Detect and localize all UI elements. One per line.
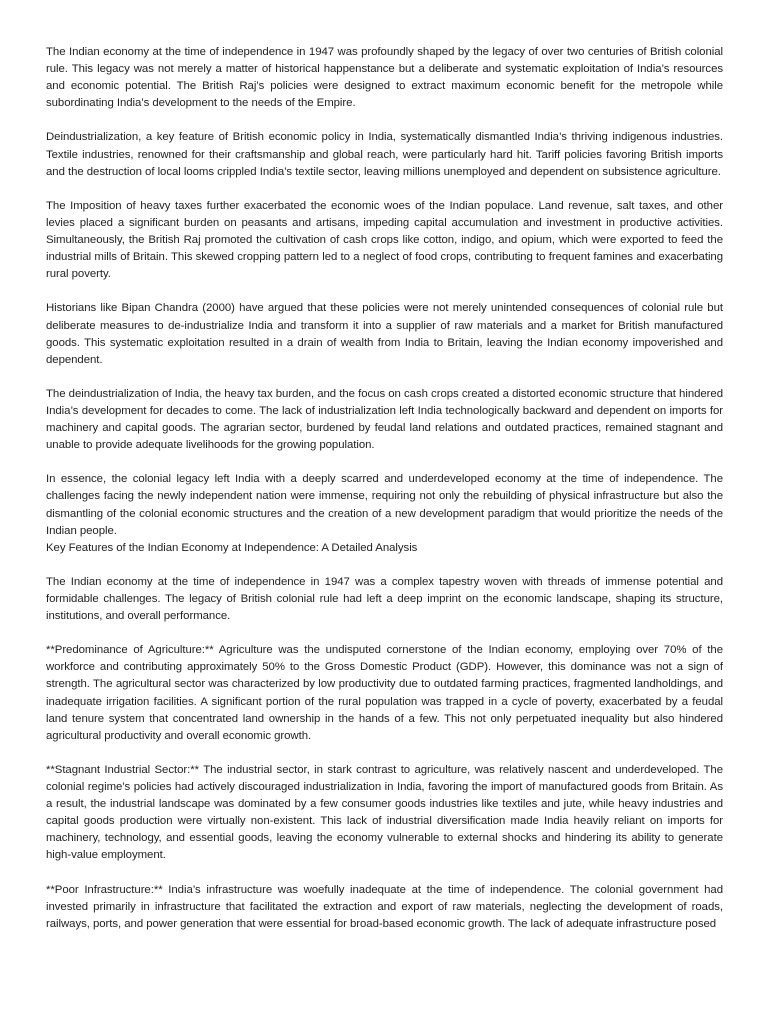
paragraph-colonial-legacy: The Indian economy at the time of independence in 1947 was profoundly shaped by the legacy of over two centuries of British colonial rule. This legacy was not merely a matter of historical happenstance but a deliberate and systematic exploitation of India’s resources and economic potential. The British Raj’s policies were designed to extract maximum economic benefit for the metropole while subordinating India’s development to the needs of the Empire. — [46, 46, 723, 110]
section-heading: Key Features of the Indian Economy at Independence: A Detailed Analysis — [46, 541, 418, 554]
paragraph-infrastructure: **Poor Infrastructure:** India’s infrastructure was woefully inadequate at the time of independence. The colonial government had invested primarily in infrastructure that facilitated the extraction and export of raw materials, neglecting the development of roads, railways, ports, and power generation that were essential for broad-based economic growth. The lack of adequate infrastructure posed — [46, 883, 723, 930]
paragraph-distorted-structure: The deindustrialization of India, the heavy tax burden, and the focus on cash crops created a distorted economic structure that hindered India’s development for decades to come. The lack of industrialization left India technologically backward and dependent on imports for machinery and capital goods. The agrarian sector, burdened by feudal land relations and outdated practices, remained stagnant and unable to provide adequate livelihoods for the growing population. — [46, 387, 723, 452]
paragraph-complex-tapestry: The Indian economy at the time of independence in 1947 was a complex tapestry woven with threads of immense potential and formidable challenges. The legacy of British colonial rule had left a deep imprint on the economic landscape, shaping its structure, institutions, and overall performance. — [46, 575, 723, 623]
paragraph-industrial-sector: **Stagnant Industrial Sector:** The industrial sector, in stark contrast to agriculture, was relatively nascent and underdeveloped. The colonial regime’s policies had actively discouraged industrialization in India, favoring the import of manufactured goods from Britain. As a result, the industrial landscape was dominated by a few consumer goods industries like textiles and jute, while heavy industries and capital goods production were virtually non-existent. This lack of industrial diversification made India heavily reliant on imports for machinery, technology, and essential goods, leaving the economy vulnerable to external shocks and hindering its ability to generate high-value employment. — [46, 763, 723, 862]
document-page — [46, 44, 723, 950]
paragraph-in-essence: In essence, the colonial legacy left India with a deeply scarred and underdeveloped economy at the time of independence. The challenges facing the newly independent nation were immense, requiring not only the rebuilding of physical infrastructure but also the dismantling of the colonial economic structures and the creation of a new development paradigm that would prioritize the needs of the Indian people. — [46, 473, 723, 537]
paragraph-agriculture: **Predominance of Agriculture:** Agriculture was the undisputed cornerstone of the Indian economy, employing over 70% of the workforce and contributing approximately 50% to the Gross Domestic Product (GDP). However, this dominance was not a sign of strength. The agricultural sector was characterized by low productivity due to outdated farming practices, fragmented landholdings, and inadequate irrigation facilities. A significant portion of the rural population was trapped in a cycle of poverty, exacerbated by a feudal land tenure system that concentrated land ownership in the hands of a few. This not only perpetuated inequality but also hindered agricultural productivity and overall economic growth. — [46, 644, 723, 742]
paragraph-heavy-taxes: The Imposition of heavy taxes further exacerbated the economic woes of the Indian populace. Land revenue, salt taxes, and other levies placed a significant burden on peasants and artisans, impeding capital accumulation and investment in productive activities. Simultaneously, the British Raj promoted the cultivation of cash crops like cotton, indigo, and opium, which were exported to feed the industrial mills of Britain. This skewed cropping pattern led to a neglect of food crops, contributing to frequent famines and exacerbating rural poverty. — [46, 199, 723, 281]
paragraph-historians: Historians like Bipan Chandra (2000) have argued that these policies were not merely unintended consequences of colonial rule but deliberate measures to de-industrialize India and transform it into a supplier of raw materials and a market for British manufactured goods. This systematic exploitation resulted in a drain of wealth from India to Britain, leaving the Indian economy impoverished and dependent. — [46, 302, 723, 366]
paragraph-deindustrialization: Deindustrialization, a key feature of British economic policy in India, systematically dismantled India’s thriving indigenous industries. Textile industries, renowned for their craftsmanship and global reach, were particularly hard hit. Tariff policies favoring British imports and the destruction of local looms crippled India’s textile sector, leaving millions unemployed and dependent on subsistence agriculture. — [46, 131, 723, 178]
